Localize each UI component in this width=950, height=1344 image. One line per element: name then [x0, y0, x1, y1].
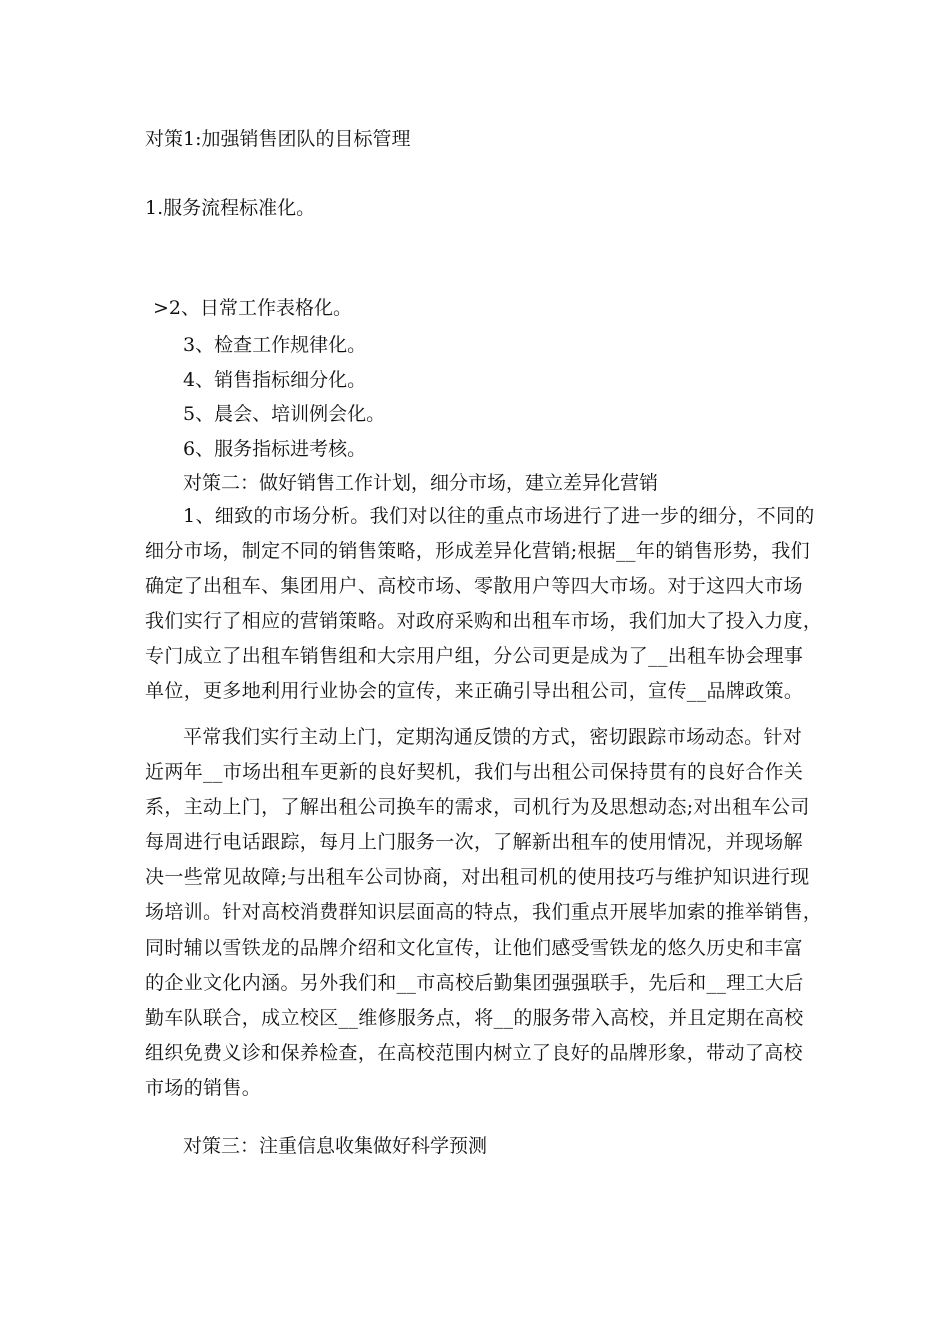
paragraph-line: 专门成立了出租车销售组和大宗用户组，分公司更是成为了__出租车协会理事: [145, 645, 804, 668]
heading-strategy-2: 对策二：做好销售工作计划，细分市场，建立差异化营销: [183, 472, 659, 494]
paragraph-line: 1、细致的市场分析。我们对以往的重点市场进行了进一步的细分，不同的: [183, 505, 815, 527]
paragraph-customer-service: [145, 720, 823, 1106]
paragraph-line: 细分市场，制定不同的销售策略，形成差异化营销;根据__年的销售形势，我们: [145, 540, 811, 563]
paragraph-line: 市场的销售。: [145, 1076, 262, 1099]
heading-strategy-1: 对策1:加强销售团队的目标管理: [145, 128, 411, 150]
list-item-2: >2、日常工作表格化。: [153, 297, 353, 319]
heading-strategy-3: 对策三：注重信息收集做好科学预测: [183, 1135, 488, 1157]
paragraph-line: 确定了出租车、集团用户、高校市场、零散用户等四大市场。对于这四大市场: [145, 575, 803, 598]
list-item-6: 6、服务指标进考核。: [183, 438, 367, 460]
list-item-4: 4、销售指标细分化。: [183, 369, 367, 391]
paragraph-line: 同时辅以雪铁龙的品牌介绍和文化宣传，让他们感受雪铁龙的悠久历史和丰富: [145, 936, 803, 959]
paragraph-line: 我们实行了相应的营销策略。对政府采购和出租车市场，我们加大了投入力度，: [145, 610, 823, 633]
paragraph-line: 勤车队联合，成立校区__维修服务点，将__的服务带入高校，并且定期在高校: [145, 1006, 804, 1029]
list-item-5: 5、晨会、培训例会化。: [183, 403, 386, 425]
paragraph-line: 单位，更多地利用行业协会的宣传，来正确引导出租公司，宣传__品牌政策。: [145, 680, 804, 703]
list-item-1: 1.服务流程标准化。: [145, 197, 316, 219]
paragraph-line: 每周进行电话跟踪，每月上门服务一次，了解新出租车的使用情况，并现场解: [145, 831, 803, 854]
paragraph-line: 系，主动上门，了解出租公司换车的需求，司机行为及思想动态;对出租车公司: [145, 796, 810, 819]
paragraph-line: 的企业文化内涵。另外我们和__市高校后勤集团强强联手，先后和__理工大后: [145, 971, 804, 994]
paragraph-line: 场培训。针对高校消费群知识层面高的特点，我们重点开展毕加索的推举销售，: [145, 901, 823, 924]
paragraph-line: 平常我们实行主动上门，定期沟通反馈的方式，密切跟踪市场动态。针对: [183, 726, 803, 748]
paragraph-line: 组织免费义诊和保养检查，在高校范围内树立了良好的品牌形象，带动了高校: [145, 1041, 803, 1064]
paragraph-line: 决一些常见故障;与出租车公司协商，对出租司机的使用技巧与维护知识进行现: [145, 866, 810, 889]
paragraph-line: 近两年__市场出租车更新的良好契机，我们与出租公司保持贯有的良好合作关: [145, 761, 804, 784]
list-item-3: 3、检查工作规律化。: [183, 334, 367, 356]
paragraph-market-analysis: [145, 499, 823, 710]
